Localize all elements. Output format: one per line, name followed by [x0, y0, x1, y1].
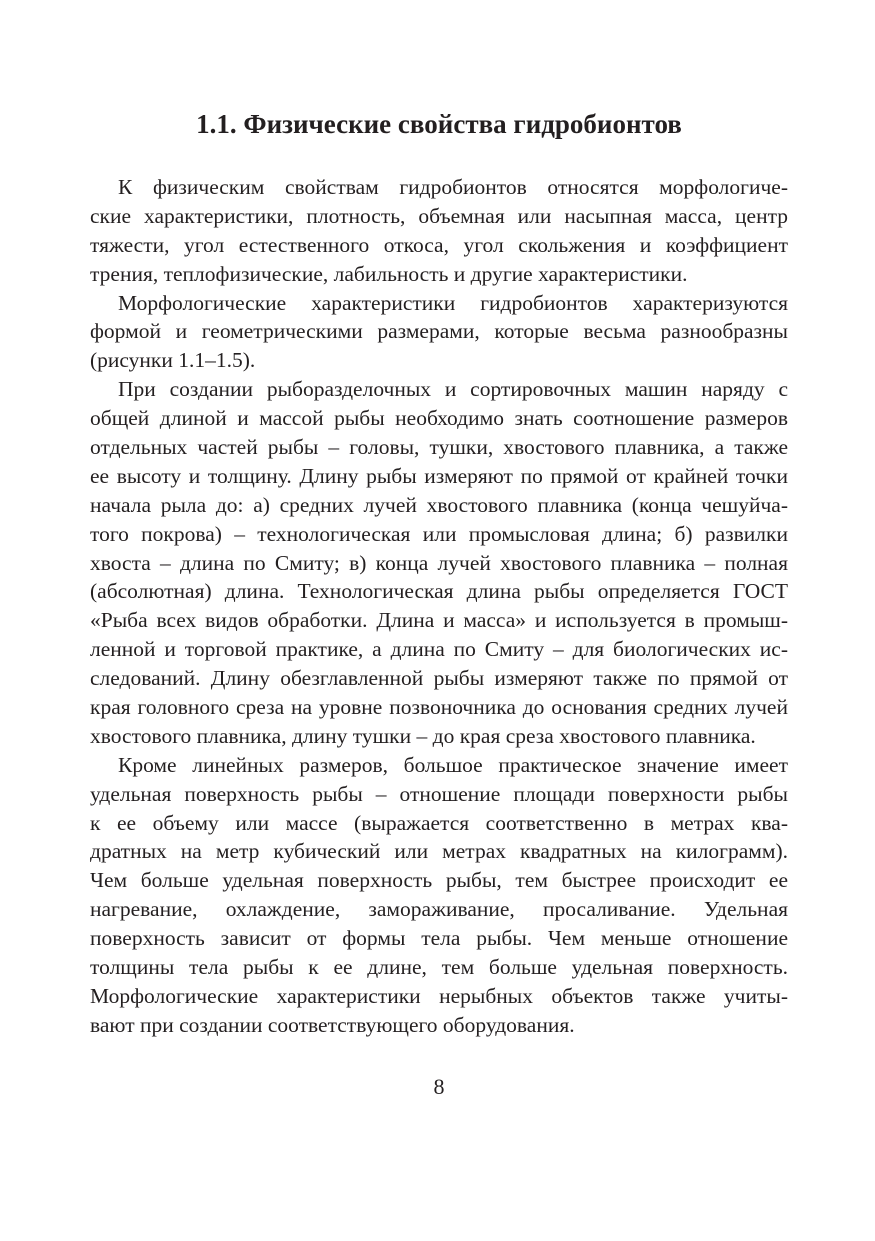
paragraph-3-line-8: (абсолютная) длина. Технологическая длина рыбы определяется ГОСТ [90, 579, 788, 604]
paragraph-3-line-1: При создании рыборазделочных и сортировочных машин наряду с [118, 377, 788, 402]
paragraph-1-line-3: тяжести, угол естественного откоса, угол скольжения и коэффициент [90, 232, 788, 257]
paragraph-3-line-2: общей длиной и массой рыбы необходимо знать соотношение размеров [90, 406, 788, 431]
paragraph-4-line-9: Морфологические характеристики нерыбных объектов также учиты- [90, 983, 788, 1008]
paragraph-4-line-3: к ее объему или массе (выражается соответственно в метрах ква- [90, 810, 788, 835]
paragraph-3-line-12: края головного среза на уровне позвоночника до основания средних лучей [90, 695, 788, 720]
paragraph-2-line-1: Морфологические характеристики гидробионтов характеризуются [118, 290, 788, 315]
paragraph-3-line-3: отдельных частей рыбы – головы, тушки, хвостового плавника, а также [90, 435, 788, 460]
paragraph-3-line-13: хвостового плавника, длину тушки – до края среза хвостового плавника. [90, 723, 756, 748]
paragraph-1-line-4: трения, теплофизические, лабильность и другие характеристики. [90, 261, 688, 286]
section-heading: 1.1. Физические свойства гидробионтов [196, 109, 682, 139]
paragraph-4-line-7: поверхность зависит от формы тела рыбы. Чем меньше отношение [90, 926, 788, 951]
paragraph-3-line-4: ее высоту и толщину. Длину рыбы измеряют по прямой от крайней точки [90, 463, 788, 488]
body-text [90, 173, 788, 1040]
paragraph-3-line-5: начала рыла до: а) средних лучей хвостового плавника (конца чешуйча- [90, 492, 788, 517]
paragraph-1-line-1: К физическим свойствам гидробионтов относятся морфологиче- [118, 175, 788, 199]
paragraph-1-line-2: ские характеристики, плотность, объемная или насыпная масса, центр [90, 203, 788, 228]
paragraph-4-line-8: толщины тела рыбы к ее длине, тем больше удельная поверхность. [90, 955, 788, 980]
paragraph-3-line-6: того покрова) – технологическая или промысловая длина; б) развилки [90, 521, 788, 546]
paragraph-4-line-1: Кроме линейных размеров, большое практическое значение имеет [118, 752, 788, 777]
paragraph-3-line-11: следований. Длину обезглавленной рыбы измеряют также по прямой от [90, 666, 788, 691]
paragraph-3-line-7: хвоста – длина по Смиту; в) конца лучей хвостового плавника – полная [90, 550, 788, 575]
paragraph-4-line-10: вают при создании соответствующего оборудования. [90, 1012, 575, 1037]
page-number: 8 [433, 1074, 445, 1099]
paragraph-4-line-4: дратных на метр кубический или метрах квадратных на килограмм). [90, 839, 788, 864]
paragraph-4-line-6: нагревание, охлаждение, замораживание, просаливание. Удельная [90, 897, 788, 922]
paragraph-2-line-2: формой и геометрическими размерами, которые весьма разнообразны [90, 319, 788, 344]
paragraph-3-line-10: ленной и торговой практике, а длина по Смиту – для биологических ис- [90, 637, 788, 662]
paragraph-3-line-9: «Рыба всех видов обработки. Длина и масса» и используется в промыш- [90, 608, 788, 633]
paragraph-2-line-3: (рисунки 1.1–1.5). [90, 348, 256, 373]
paragraph-4-line-5: Чем больше удельная поверхность рыбы, тем быстрее происходит ее [90, 868, 788, 893]
paragraph-4-line-2: удельная поверхность рыбы – отношение площади поверхности рыбы [90, 781, 788, 806]
